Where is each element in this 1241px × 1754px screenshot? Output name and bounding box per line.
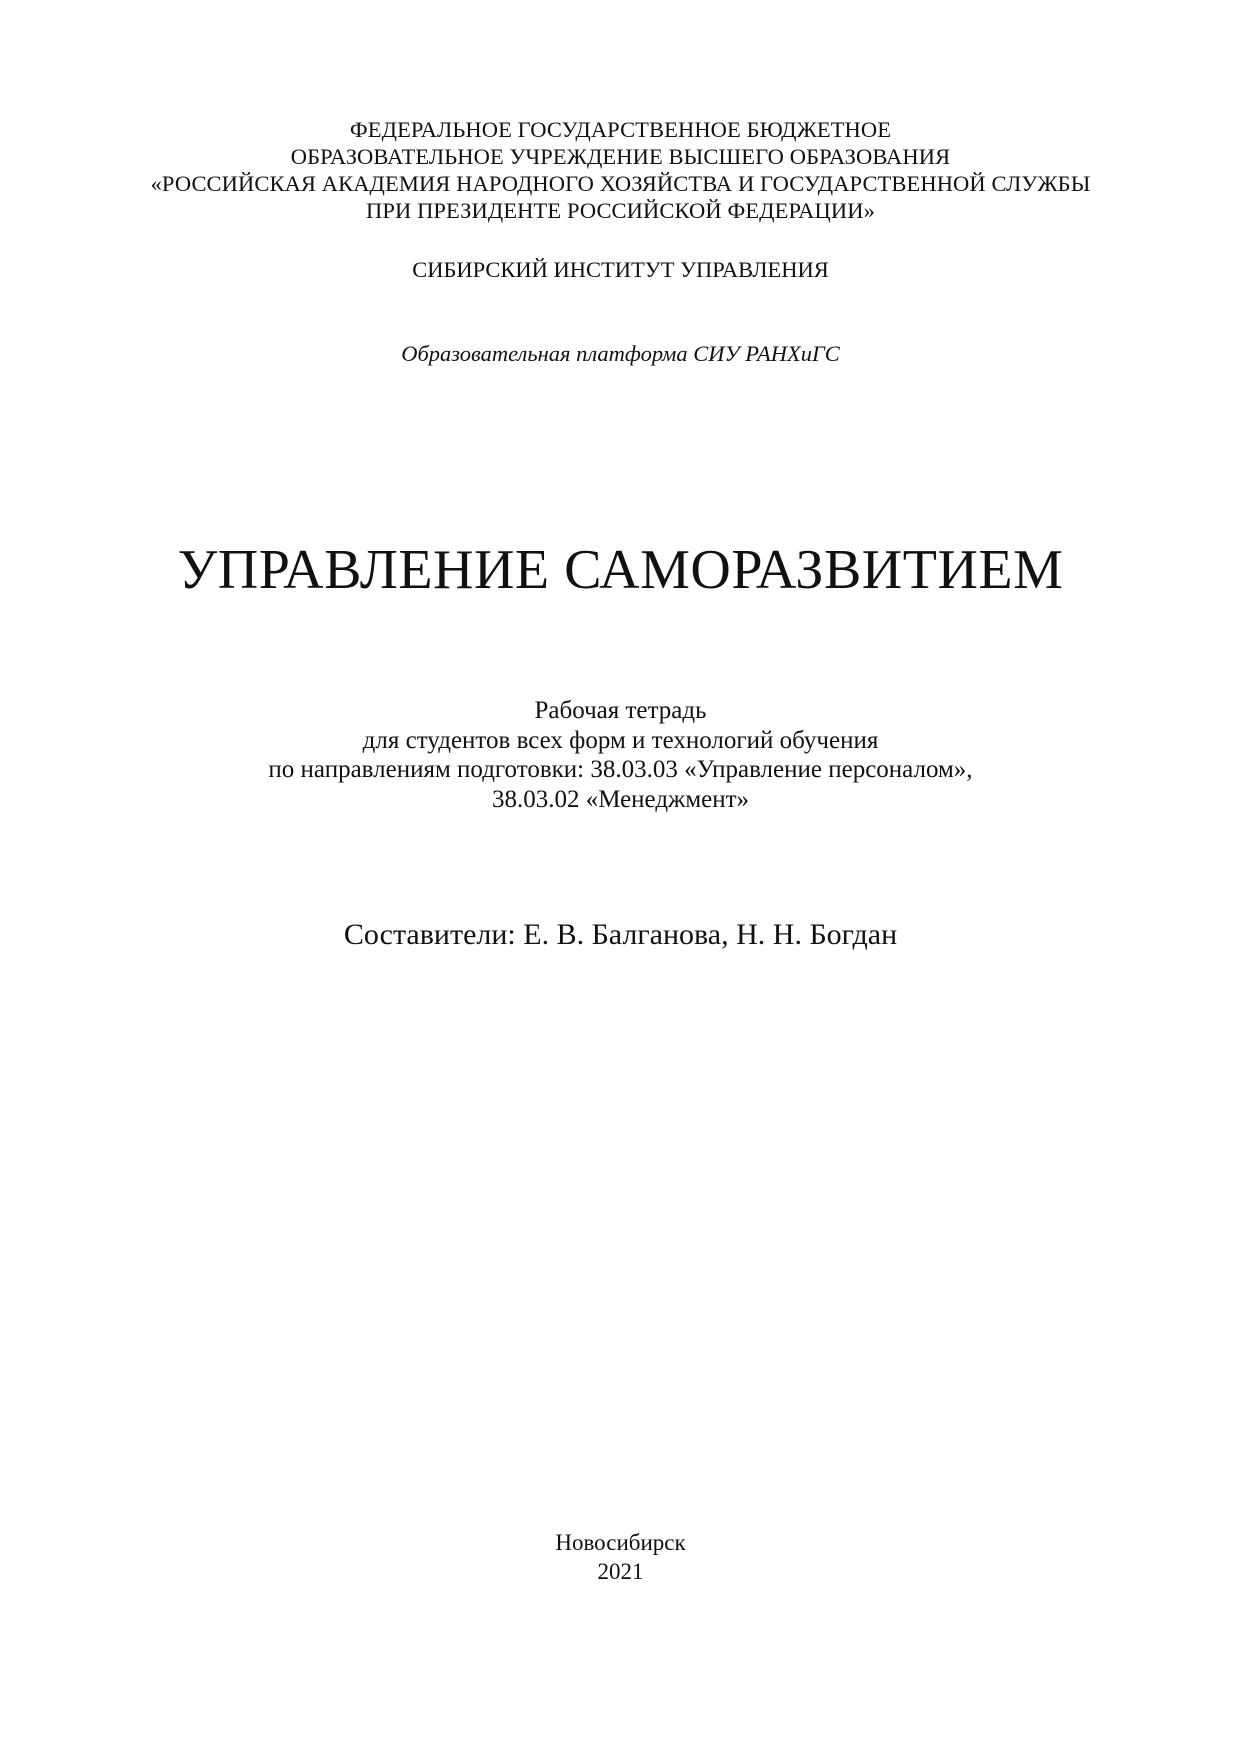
authors-text: Составители: Е. В. Балганова, Н. Н. Богдан (343, 918, 898, 951)
document-subtitle (0, 696, 1241, 814)
authors (0, 917, 1241, 953)
document-title-text: УПРАВЛЕНИЕ САМОРАЗВИТИЕМ (177, 539, 1064, 601)
institution-line-3: «РОССИЙСКАЯ АКАДЕМИЯ НАРОДНОГО ХОЗЯЙСТВА И ГОСУДАРСТВЕННОЙ СЛУЖБЫ (150, 171, 1091, 196)
document-title (0, 538, 1241, 602)
institution-line-4: ПРИ ПРЕЗИДЕНТЕ РОССИЙСКОЙ ФЕДЕРАЦИИ» (366, 198, 875, 223)
institution-line-2: ОБРАЗОВАТЕЛЬНОЕ УЧРЕЖДЕНИЕ ВЫСШЕГО ОБРАЗОВАНИЯ (290, 144, 951, 169)
subtitle-line-2: для студентов всех форм и технологий обучения (362, 726, 879, 754)
platform-name (0, 340, 1241, 367)
platform-label: Образовательная платформа СИУ РАНХиГС (401, 341, 840, 366)
subtitle-line-1: Рабочая тетрадь (534, 697, 707, 724)
institute-label: СИБИРСКИЙ ИНСТИТУТ УПРАВЛЕНИЯ (412, 257, 829, 282)
publication-year: 2021 (597, 1559, 644, 1584)
subtitle-line-3: по направлениям подготовки: 38.03.03 «Управление персоналом», (268, 756, 973, 783)
publication-info (0, 1528, 1241, 1586)
institute-name (0, 256, 1241, 283)
publication-city: Новосибирск (555, 1530, 686, 1555)
institution-name (0, 116, 1241, 224)
institution-line-1: ФЕДЕРАЛЬНОЕ ГОСУДАРСТВЕННОЕ БЮДЖЕТНОЕ (349, 117, 892, 142)
subtitle-line-4: 38.03.02 «Менеджмент» (491, 785, 750, 813)
